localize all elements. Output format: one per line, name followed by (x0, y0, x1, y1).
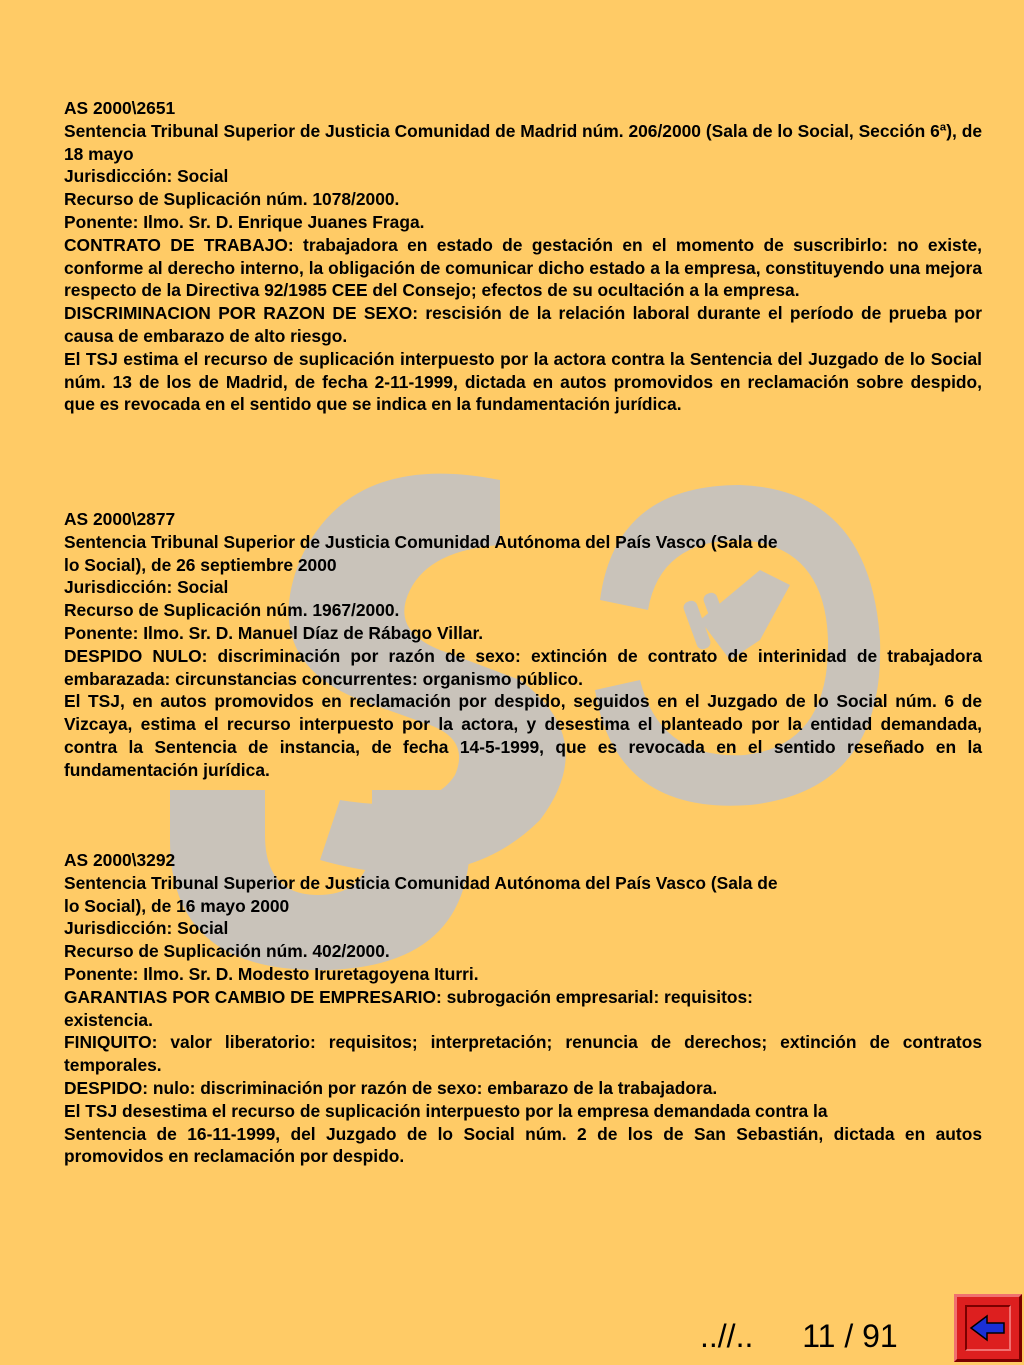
case-reference: AS 2000\2877 (64, 509, 176, 529)
case-entry (64, 97, 982, 416)
arrow-left-icon (957, 1297, 1019, 1359)
footer-navigation (700, 1318, 898, 1355)
case-judge: Ponente: Ilmo. Sr. D. Manuel Díaz de Rábago Villar. (64, 622, 484, 643)
back-button[interactable] (954, 1294, 1022, 1362)
case-entry (64, 508, 982, 782)
continuation-marker: ..//.. (700, 1318, 754, 1354)
case-jurisdiction: Jurisdicción: Social (64, 577, 229, 598)
case-appeal: Recurso de Suplicación núm. 402/2000. (64, 941, 390, 962)
case-ruling: El TSJ, en autos promovidos en reclamación por despido, seguidos en el Juzgado de lo Social núm. 6 de Vizcaya, estima el recurso interpuesto por la actora, y desestima el planteado por la entidad demandada, contra la Sentencia de instancia, de fecha 14-5-1999, que es revocada en el sentido reseñado en la fundamentación jurídica. (64, 691, 982, 780)
case-summary: CONTRATO DE TRABAJO: trabajadora en estado de gestación en el momento de suscribirlo: no existe, conforme al derecho interno, la obligación de comunicar dicho estado a la empresa, constituyendo una mejora respecto de la Directiva 92/1985 CEE del Consejo; efectos de su ocultación a la empresa. (64, 234, 982, 301)
case-summary: GARANTIAS POR CAMBIO DE EMPRESARIO: subrogación empresarial: requisitos: (64, 986, 753, 1007)
case-reference: AS 2000\2651 (64, 98, 176, 118)
case-summary: DESPIDO: nulo: discriminación por razón de sexo: embarazo de la trabajadora. (64, 1077, 718, 1098)
case-court-line: lo Social), de 26 septiembre 2000 (64, 554, 337, 575)
case-jurisdiction: Jurisdicción: Social (64, 166, 229, 187)
case-jurisdiction: Jurisdicción: Social (64, 918, 229, 939)
case-appeal: Recurso de Suplicación núm. 1967/2000. (64, 600, 400, 621)
case-ruling: El TSJ estima el recurso de suplicación interpuesto por la actora contra la Sentencia del Juzgado de lo Social núm. 13 de los de Madrid, de fecha 2-11-1999, dictada en autos promovidos en reclamación sobre despido, que es revocada en el sentido que se indica en la fundamentación jurídica. (64, 348, 982, 415)
page-indicator: 11 / 91 (802, 1318, 898, 1354)
case-ruling: Sentencia de 16-11-1999, del Juzgado de lo Social núm. 2 de los de San Sebastián, dictada en autos promovidos en reclamación por despido. (64, 1123, 982, 1167)
case-court-line: Sentencia Tribunal Superior de Justicia Comunidad Autónoma del País Vasco (Sala de (64, 531, 778, 552)
case-summary: FINIQUITO: valor liberatorio: requisitos; interpretación; renuncia de derechos; extinción de contratos temporales. (64, 1032, 982, 1076)
case-entry (64, 849, 982, 1168)
case-summary: DESPIDO NULO: discriminación por razón de sexo: extinción de contrato de interinidad de trabajadora embarazada: circunstancias concurrentes: organismo público. (64, 645, 982, 689)
case-judge: Ponente: Ilmo. Sr. D. Enrique Juanes Fraga. (64, 211, 425, 232)
case-reference: AS 2000\3292 (64, 850, 176, 870)
case-court-line: lo Social), de 16 mayo 2000 (64, 895, 290, 916)
case-summary: existencia. (64, 1009, 153, 1030)
case-summary: DISCRIMINACION POR RAZON DE SEXO: rescisión de la relación laboral durante el período de prueba por causa de embarazo de alto riesgo. (64, 303, 982, 346)
case-court-line: Sentencia Tribunal Superior de Justicia Comunidad Autónoma del País Vasco (Sala de (64, 872, 778, 893)
case-ruling-line: El TSJ desestima el recurso de suplicación interpuesto por la empresa demandada contra la (64, 1100, 828, 1121)
case-judge: Ponente: Ilmo. Sr. D. Modesto Iruretagoyena Iturri. (64, 963, 479, 984)
case-appeal: Recurso de Suplicación núm. 1078/2000. (64, 189, 400, 210)
case-court: Sentencia Tribunal Superior de Justicia Comunidad de Madrid núm. 206/2000 (Sala de lo Social, Sección 6ª), de 18 mayo (64, 120, 982, 164)
